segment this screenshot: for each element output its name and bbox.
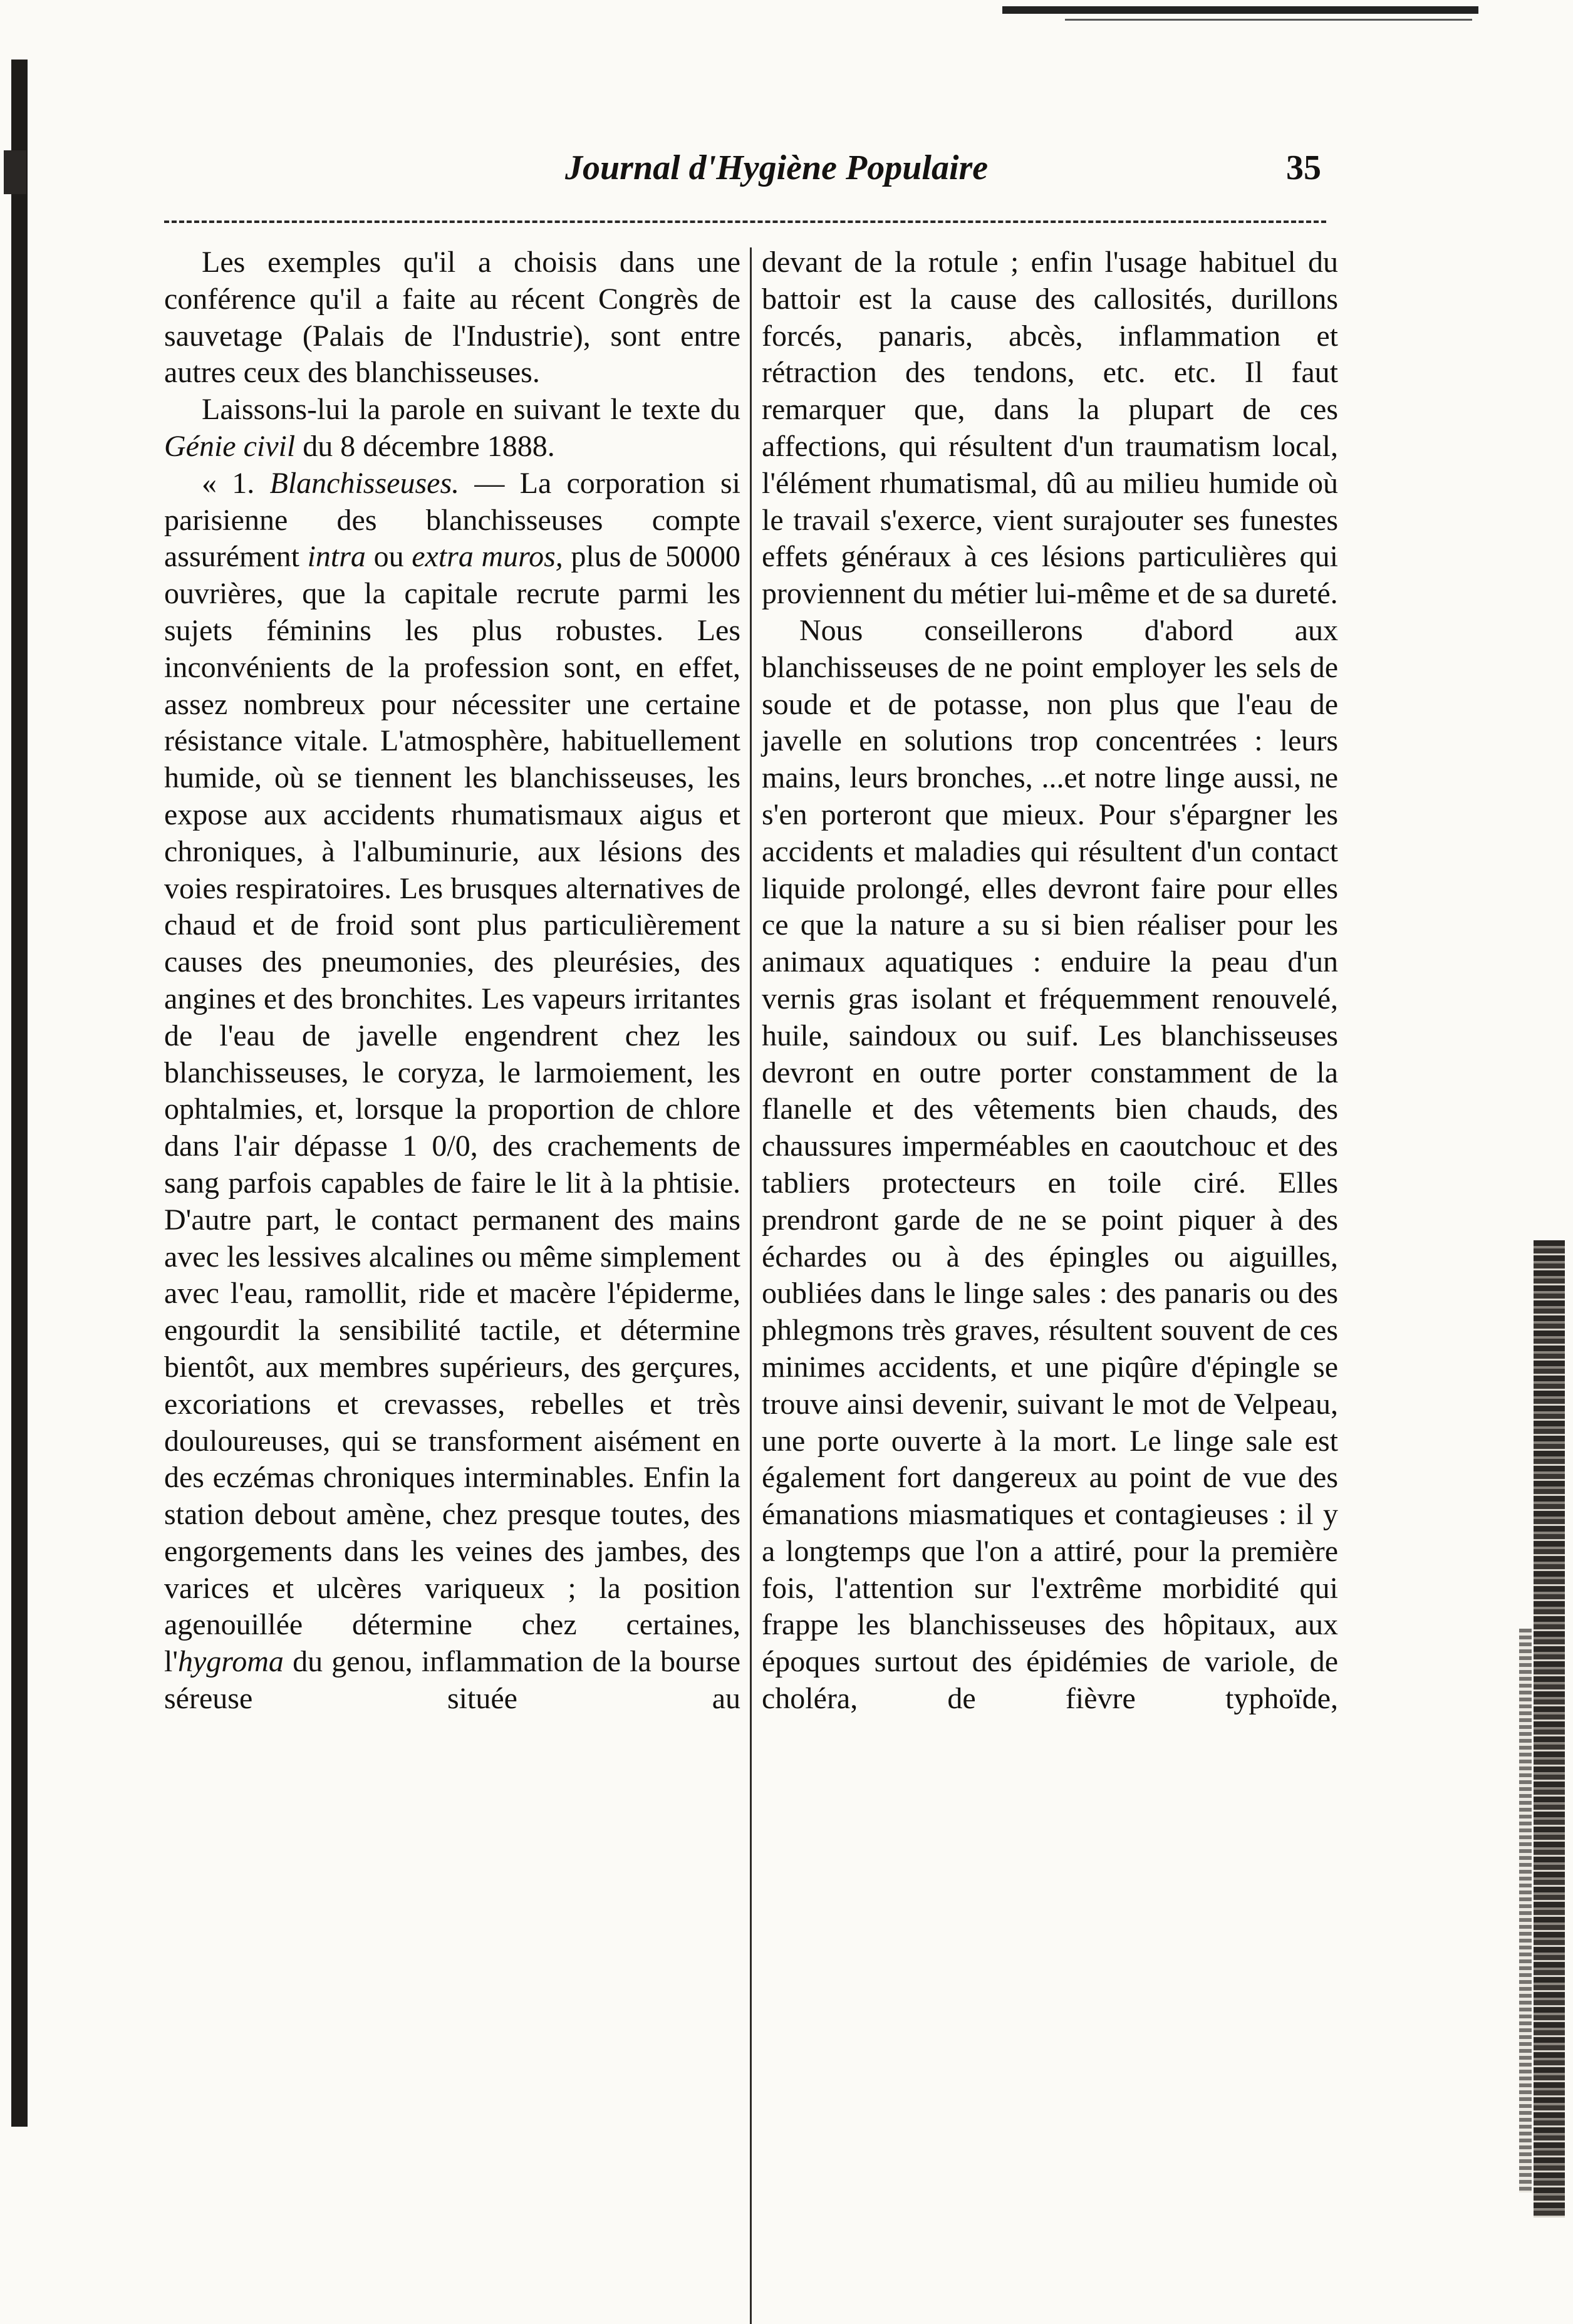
binding-mark xyxy=(4,150,26,194)
left-binding-edge xyxy=(11,60,28,2127)
paragraph xyxy=(164,392,740,465)
text-run: ou xyxy=(365,540,412,574)
medical-term-italic: hygroma xyxy=(177,1645,284,1679)
text-run: Laissons-lui la parole en suivant le texte du xyxy=(202,393,740,427)
text-run: du genou, inflammation de la bourse séreuse située au xyxy=(164,1645,740,1716)
text-run: — La corporation si parisienne des blanchisseuses compte assurément xyxy=(164,466,741,574)
page-header xyxy=(164,148,1326,204)
top-edge-rule xyxy=(1002,6,1478,14)
text-run: « 1. xyxy=(202,466,270,500)
column-divider xyxy=(750,247,752,2324)
paragraph: Les exemples qu'il a choisis dans une conférence qu'il a faite au récent Congrès de sauvetage (Palais de l'Industrie), sont entre autres ceux des blanchisseuses. xyxy=(164,246,740,390)
top-edge-thin-rule xyxy=(1065,19,1472,21)
right-column xyxy=(762,244,1338,1718)
latin-term-italic: extra muros, xyxy=(412,540,563,574)
paragraph: devant de la rotule ; enfin l'usage habituel du battoir est la cause des callosités, durillons forcés, panaris, abcès, inflammation et rétraction des tendons, etc. etc. Il faut remarquer que, dans la plupart de ces affections, qui résultent d'un traumatism local, l'élément rhumatismal, dû au milieu humide où le travail s'exerce, vient surajouter ses funestes effets généraux à ces lésions particulières qui proviennent du métier lui-même et de sa dureté. xyxy=(762,246,1338,611)
paragraph xyxy=(164,465,740,1718)
right-page-edge xyxy=(1534,1240,1565,2218)
text-run: plus de 50000 ouvrières, que la capitale recrute parmi les sujets féminins les plus robustes. Les inconvénients de la profession sont, en effet, assez nombreux pour nécessiter une certaine résistance vitale. L'atmosphère, habituellement humide, où se tiennent les blanchisseuses, les expose aux accidents rhumatismaux aigus et chroniques, à l'albuminurie, aux lésions des voies respiratoires. Les brusques alternatives de chaud et de froid sont plus particulièrement causes des pneumonies, des pleurésies, des angines et des bronchites. Les vapeurs irritantes de l'eau de javelle engendrent chez les blanchisseuses, le coryza, le larmoiement, les ophtalmies, et, lorsque la proportion de chlore dans l'air dépasse 1 0/0, des crachements de sang parfois capables de faire le lit à la phtisie. D'autre part, le contact permanent des mains avec les lessives alcalines ou même simplement avec l'eau, ramollit, ride et macère l'épiderme, engourdit la sensibilité tactile, et détermine bientôt, aux membres supérieurs, des gerçures, excoriations et crevasses, rebelles et très douloureuses, qui se transforment aisément en des eczémas chroniques interminables. Enfin la station debout amène, chez presque toutes, des engorgements dans les veines des jambes, des varices et ulcères variqueux ; la position agenouillée détermine chez certaines, l' xyxy=(164,540,740,1679)
text-run: du 8 décembre 1888. xyxy=(295,429,555,463)
journal-title-italic: Génie civil xyxy=(164,429,296,463)
left-column xyxy=(164,244,740,1718)
right-page-edge-shadow xyxy=(1519,1629,1532,2192)
header-rule xyxy=(164,220,1326,223)
running-title: Journal d'Hygiène Populaire xyxy=(565,148,989,187)
page-number: 35 xyxy=(1286,148,1321,187)
section-heading-italic: Blanchisseuses. xyxy=(269,466,460,500)
paragraph: Nous conseillerons d'abord aux blanchisseuses de ne point employer les sels de soude et de potasse, non plus que l'eau de javelle en solutions trop concentrées : leurs mains, leurs bronches, ...et notre linge aussi, ne s'en porteront que mieux. Pour s'épargner les accidents et maladies qui résultent d'un contact liquide prolongé, elles devront faire pour elles ce que la nature a su si bien réaliser pour les animaux aquatiques : enduire la peau d'un vernis gras isolant et fréquemment renouvelé, huile, saindoux ou suif. Les blanchisseuses devront en outre porter constamment de la flanelle et des vêtements bien chauds, des chaussures imperméables en caoutchouc et des tabliers protecteurs en toile ciré. Elles prendront garde de ne se point piquer à des échardes ou à des épingles ou aiguilles, oubliées dans le linge sales : des panaris ou des phlegmons très graves, résultent souvent de ces minimes accidents, et une piqûre d'épingle se trouve ainsi devenir, suivant le mot de Velpeau, une porte ouverte à la mort. Le linge sale est également fort dangereux au point de vue des émanations miasmatiques et contagieuses : il y a longtemps que l'on a attiré, pour la première fois, l'attention sur l'extrême morbidité qui frappe les blanchisseuses des hôpitaux, aux époques surtout des épidémies de variole, de choléra, de fièvre typhoïde, xyxy=(762,613,1338,1716)
latin-term-italic: intra xyxy=(307,540,366,574)
